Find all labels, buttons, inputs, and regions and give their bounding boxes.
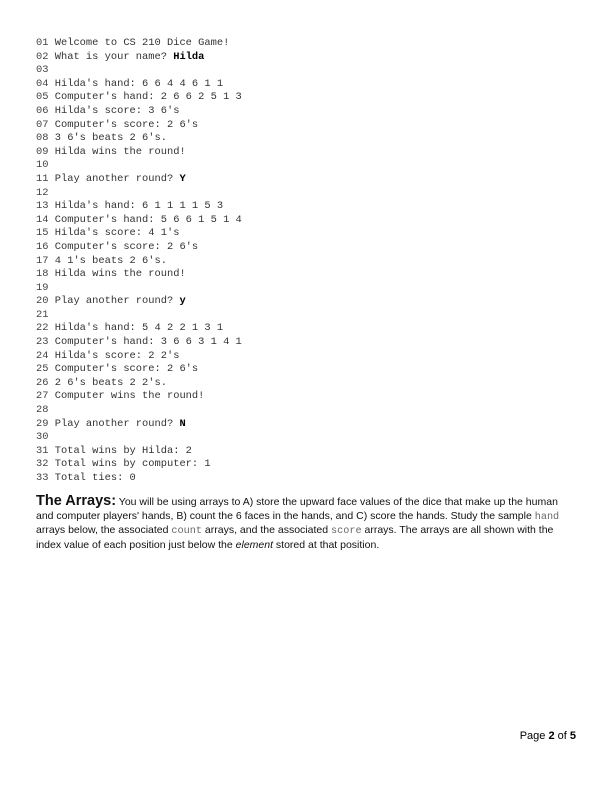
code-score: score [331,526,362,538]
arrays-text-2: arrays below, the associated [36,524,172,537]
line-text: Play another round? [54,172,180,185]
transcript-line [36,255,242,269]
transcript-line [36,336,242,350]
transcript-line [36,241,242,255]
transcript-line [36,268,242,282]
console-transcript [36,37,242,486]
line-text: 3 6's beats 2 6's. [54,132,167,145]
arrays-text-1: You will be using arrays to A) store the upward face values of the dice that make up the human and computer players' hands, B) count the 6 faces in the hands, and C) score the hands. Study the sample [36,496,558,522]
line-number: 19 [36,281,49,294]
line-text: 2 6's beats 2 2's. [54,376,167,389]
line-number: 03 [36,64,49,77]
transcript-line [36,119,242,133]
line-number: 30 [36,431,49,444]
transcript-line [36,445,242,459]
line-text: Computer's hand: 3 6 6 3 1 4 1 [54,336,242,349]
transcript-line [36,37,242,51]
line-number: 09 [36,145,49,158]
line-number: 13 [36,200,49,213]
line-text: Computer's score: 2 6's [54,240,199,253]
line-number: 31 [36,444,49,457]
transcript-line [36,132,242,146]
user-input: Hilda [173,50,205,63]
line-number: 06 [36,104,49,117]
line-text: Hilda wins the round! [54,268,186,281]
line-text: Total wins by Hilda: 2 [54,444,192,457]
transcript-line [36,418,242,432]
transcript-line [36,377,242,391]
transcript-line [36,322,242,336]
code-count: count [171,526,202,538]
line-text: Hilda's hand: 6 6 4 4 6 1 1 [54,77,224,90]
footer-middle: of [554,730,570,742]
user-input: Y [179,172,186,185]
line-number: 01 [36,37,49,49]
transcript-line [36,173,242,187]
line-number: 25 [36,363,49,376]
transcript-line [36,458,242,472]
line-number: 05 [36,91,49,104]
line-number: 20 [36,295,49,308]
transcript-line [36,78,242,92]
transcript-line [36,200,242,214]
transcript-line [36,214,242,228]
line-text: What is your name? [54,50,174,63]
transcript-line [36,390,242,404]
line-text: Hilda's hand: 6 1 1 1 1 5 3 [54,200,224,213]
transcript-line [36,159,242,173]
line-text: Computer's hand: 5 6 6 1 5 1 4 [54,213,242,226]
line-number: 10 [36,159,49,172]
line-number: 04 [36,77,49,90]
line-text: Computer's score: 2 6's [54,118,199,131]
arrays-text-5: stored at that position. [273,538,380,551]
transcript-line [36,51,242,65]
transcript-line [36,472,242,486]
line-number: 11 [36,172,49,185]
line-number: 18 [36,268,49,281]
page-footer [520,730,576,742]
line-text: 4 1's beats 2 6's. [54,254,167,267]
transcript-line [36,309,242,323]
transcript-line [36,146,242,160]
total-pages: 5 [569,730,576,742]
transcript-line [36,431,242,445]
line-number: 24 [36,349,49,362]
transcript-line [36,105,242,119]
transcript-line [36,187,242,201]
line-number: 02 [36,50,49,63]
transcript-line [36,404,242,418]
line-number: 26 [36,376,49,389]
line-number: 33 [36,472,49,484]
transcript-line [36,227,242,241]
user-input: N [179,417,186,430]
footer-prefix: Page [519,730,549,742]
line-text: Welcome to CS 210 Dice Game! [54,37,230,49]
line-number: 32 [36,458,49,471]
line-text: Total ties: 0 [54,472,136,484]
arrays-text-3: arrays, and the associated [202,524,331,537]
code-hand: hand [534,511,560,523]
line-text: Hilda wins the round! [54,145,186,158]
line-number: 27 [36,390,49,403]
transcript-line [36,282,242,296]
arrays-section [36,495,576,552]
current-page: 2 [548,730,555,742]
line-number: 22 [36,322,49,335]
line-number: 16 [36,240,49,253]
arrays-heading: The Arrays: [36,493,117,509]
line-number: 28 [36,404,49,417]
line-text: Play another round? [54,417,180,430]
line-text: Hilda's score: 3 6's [54,104,180,117]
line-text: Total wins by computer: 1 [54,458,211,471]
transcript-line [36,350,242,364]
emphasis-element: element [235,538,273,551]
arrays-text-4: arrays. The arrays are all shown with the index value of each position just below the [36,524,554,551]
line-text: Hilda's score: 4 1's [54,227,180,240]
line-text: Hilda's score: 2 2's [54,349,180,362]
transcript-line [36,295,242,309]
line-number: 12 [36,186,49,199]
line-number: 21 [36,308,49,321]
line-number: 15 [36,227,49,240]
line-number: 17 [36,254,49,267]
line-number: 29 [36,417,49,430]
line-number: 08 [36,132,49,145]
line-text: Computer's hand: 2 6 6 2 5 1 3 [54,91,242,104]
line-text: Computer wins the round! [54,390,205,403]
line-text: Hilda's hand: 5 4 2 2 1 3 1 [54,322,224,335]
transcript-line [36,363,242,377]
user-input: y [179,295,186,308]
line-number: 07 [36,118,49,131]
transcript-line [36,91,242,105]
line-text: Computer's score: 2 6's [54,363,199,376]
transcript-line [36,64,242,78]
line-text: Play another round? [54,295,180,308]
line-number: 14 [36,213,49,226]
line-number: 23 [36,336,49,349]
